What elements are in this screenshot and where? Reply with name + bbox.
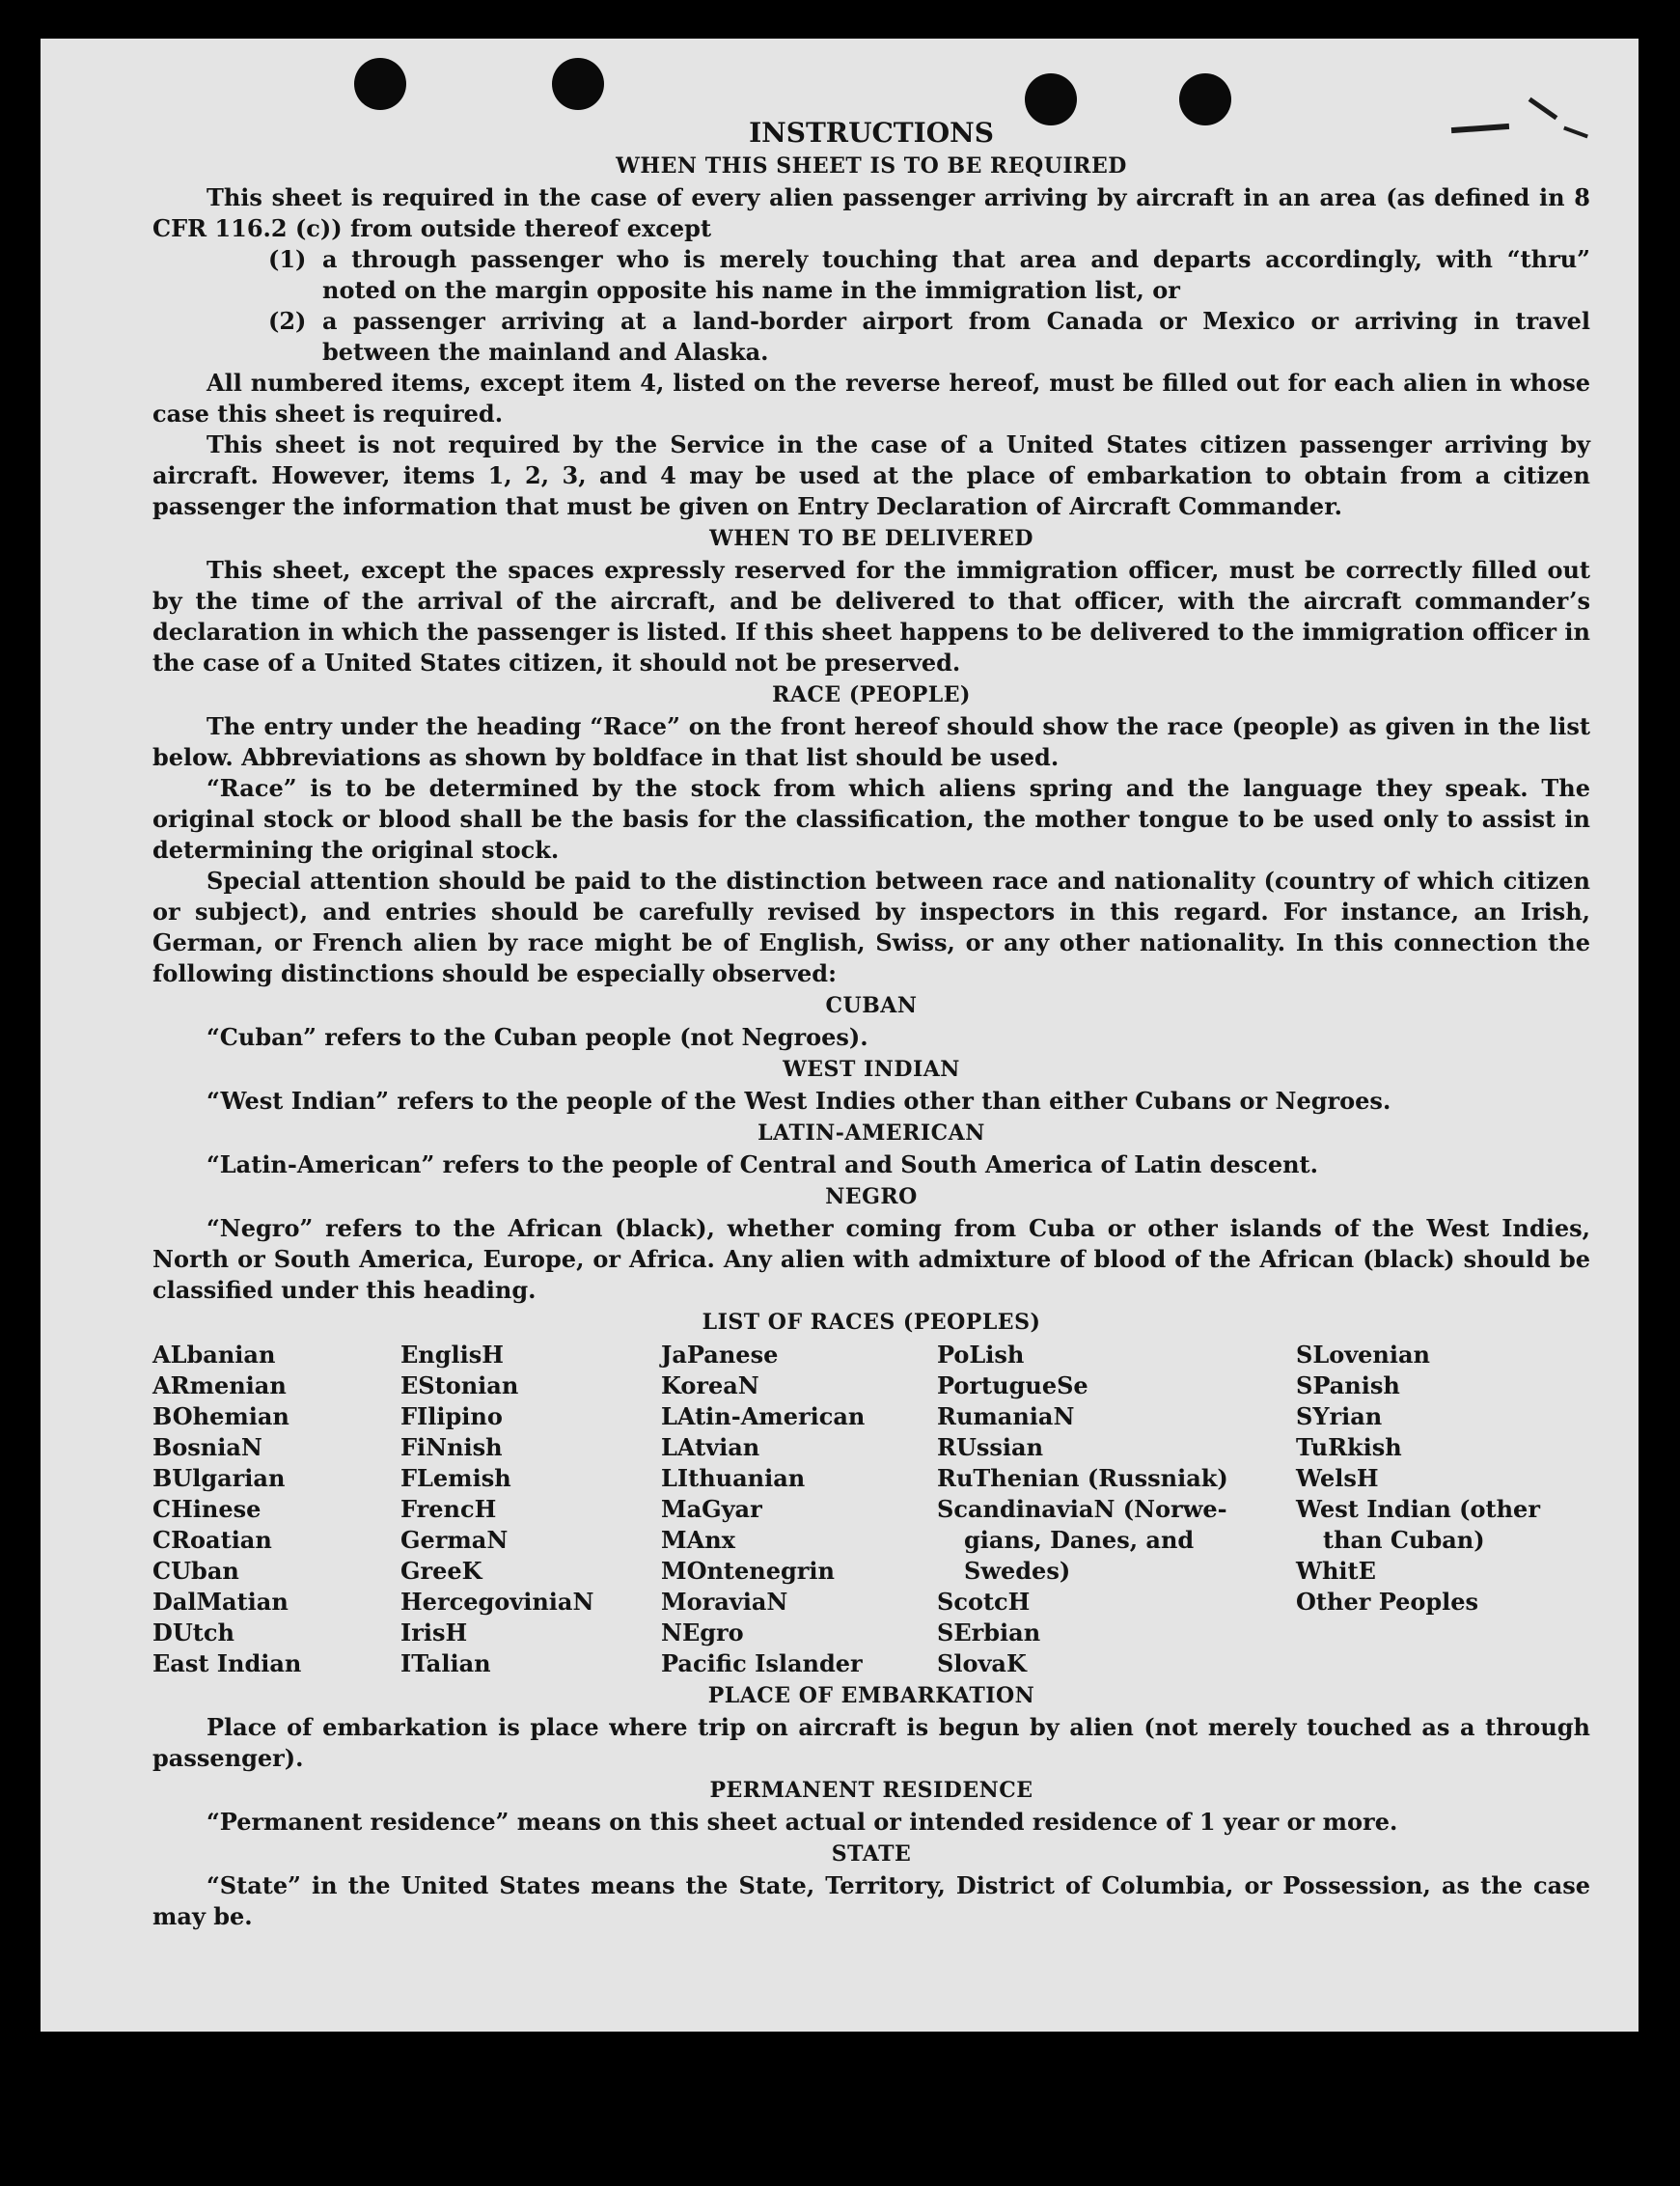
list-item: WhitE <box>1296 1557 1376 1585</box>
list-item: LIthuanian <box>661 1464 806 1492</box>
list-item: ITalian <box>400 1649 491 1677</box>
list-item: MaGyar <box>661 1495 762 1523</box>
list-item: DalMatian <box>152 1588 289 1616</box>
list-item: LAtvian <box>661 1433 760 1461</box>
paragraph: Place of embarkation is place where trip on aircraft is begun by alien (not merely touched as a through passenger). <box>152 1713 1590 1772</box>
list-item: ScandinaviaN (Norwe- <box>937 1495 1227 1523</box>
list-item: ScotcH <box>937 1588 1031 1616</box>
paragraph: This sheet, except the spaces expressly reserved for the immigration officer, must be correctly filled out by the time of the arrival of the aircraft, and be delivered to that officer, with the aircraft commander’s declaration in which the passenger is listed. If this sheet happens to be delivered to the immigration officer in the case of a United States citizen, it should not be preserved. <box>152 556 1590 677</box>
paragraph: “Cuban” refers to the Cuban people (not Negroes). <box>207 1023 868 1051</box>
list-item: ALbanian <box>152 1341 276 1369</box>
list-item: NEgro <box>661 1619 744 1646</box>
list-item: SlovaK <box>937 1649 1027 1677</box>
list-item: FIlipino <box>400 1402 503 1430</box>
list-item: LAtin-American <box>661 1402 866 1430</box>
list-item: RumaniaN <box>937 1402 1075 1430</box>
list-item: CHinese <box>152 1495 262 1523</box>
list-item: JaPanese <box>661 1341 779 1369</box>
list-item: (1) a through passenger who is merely touching that area and departs accordingly, with “thru” noted on the margin opposite his name in the immigration list, or <box>268 245 1590 304</box>
list-item: (2) a passenger arriving at a land-border airport from Canada or Mexico or arriving in travel between the mainland and Alaska. <box>268 307 1590 366</box>
list-item: GreeK <box>400 1557 482 1585</box>
list-item: EnglisH <box>400 1341 504 1369</box>
document-page <box>41 39 1639 2032</box>
paragraph: The entry under the heading “Race” on the front hereof should show the race (people) as given in the list below. Abbreviations as shown by boldface in that list should be used. <box>152 712 1590 771</box>
paragraph: This sheet is required in the case of every alien passenger arriving by aircraft in an area (as defined in 8 CFR 116.2 (c)) from outside thereof except <box>152 183 1590 242</box>
list-item: BUlgarian <box>152 1464 286 1492</box>
list-item: gians, Danes, and <box>964 1526 1195 1554</box>
punch-hole <box>354 58 406 110</box>
instructions-text <box>152 114 1590 1932</box>
list-item: SPanish <box>1296 1371 1400 1399</box>
heading-when-delivered: WHEN TO BE DELIVERED <box>709 526 1033 551</box>
list-item: Swedes) <box>964 1557 1071 1585</box>
list-item: MAnx <box>661 1526 735 1554</box>
list-item: FrencH <box>400 1495 497 1523</box>
heading-negro: NEGRO <box>825 1184 918 1209</box>
list-item: Other Peoples <box>1296 1588 1479 1616</box>
list-item: SErbian <box>937 1619 1041 1646</box>
race-column <box>400 1340 661 1679</box>
list-item: RuThenian (Russniak) <box>937 1464 1228 1492</box>
list-item: BOhemian <box>152 1402 289 1430</box>
list-item: SLovenian <box>1296 1341 1430 1369</box>
list-item: FiNnish <box>400 1433 503 1461</box>
race-column <box>661 1340 937 1679</box>
heading-race: RACE (PEOPLE) <box>772 682 971 707</box>
list-item: FLemish <box>400 1464 511 1492</box>
heading-latin-american: LATIN-AMERICAN <box>757 1121 985 1146</box>
list-item: West Indian (other <box>1296 1495 1540 1523</box>
heading-west-indian: WEST INDIAN <box>783 1057 960 1082</box>
paragraph: This sheet is not required by the Service in the case of a United States citizen passenger arriving by aircraft. However, items 1, 2, 3, and 4 may be used at the place of embarkation to obtain from a citizen passenger the information that must be given on Entry Declaration of Aircraft Commander. <box>152 430 1590 520</box>
list-item: TuRkish <box>1296 1433 1402 1461</box>
paragraph: “Permanent residence” means on this sheet actual or intended residence of 1 year or more. <box>207 1808 1398 1836</box>
paragraph: Special attention should be paid to the distinction between race and nationality (country of which citizen or subject), and entries should be carefully revised by inspectors in this regard. For instance, an Irish, German, or French alien by race might be of English, Swiss, or any other nationality. In this connection the following distinctions should be especially observed: <box>152 867 1590 987</box>
paragraph: “West Indian” refers to the people of the West Indies other than either Cubans or Negroes. <box>207 1087 1391 1115</box>
list-item: East Indian <box>152 1649 302 1677</box>
list-item: WelsH <box>1296 1464 1379 1492</box>
list-item: CUban <box>152 1557 239 1585</box>
list-item: MOntenegrin <box>661 1557 835 1585</box>
race-column <box>937 1340 1296 1679</box>
list-item: BosniaN <box>152 1433 262 1461</box>
list-item: ARmenian <box>152 1371 287 1399</box>
list-item: CRoatian <box>152 1526 272 1554</box>
paragraph: “Negro” refers to the African (black), whether coming from Cuba or other islands of the West Indies, North or South America, Europe, or Africa. Any alien with admixture of blood of the African (black) should be classified under this heading. <box>152 1214 1590 1304</box>
list-item: EStonian <box>400 1371 519 1399</box>
race-column <box>152 1340 400 1679</box>
race-list <box>152 1340 1590 1679</box>
list-item: PortugueSe <box>937 1371 1088 1399</box>
list-item: HercegoviniaN <box>400 1588 594 1616</box>
paragraph: “Latin-American” refers to the people of Central and South America of Latin descent. <box>207 1150 1318 1178</box>
heading-when-required: WHEN THIS SHEET IS TO BE REQUIRED <box>616 153 1127 179</box>
list-item: GermaN <box>400 1526 509 1554</box>
page-title: INSTRUCTIONS <box>749 117 994 149</box>
list-item: Pacific Islander <box>661 1649 863 1677</box>
punch-hole <box>552 58 604 110</box>
list-item: DUtch <box>152 1619 234 1646</box>
heading-cuban: CUBAN <box>825 993 918 1018</box>
list-item: IrisH <box>400 1619 468 1646</box>
paragraph: All numbered items, except item 4, listed on the reverse hereof, must be filled out for each alien in whose case this sheet is required. <box>152 369 1590 428</box>
list-item: PoLish <box>937 1341 1025 1369</box>
list-item: MoraviaN <box>661 1588 788 1616</box>
paragraph: “Race” is to be determined by the stock from which aliens spring and the language they speak. The original stock or blood shall be the basis for the classification, the mother tongue to be used only to assist in determining the original stock. <box>152 774 1590 864</box>
list-item: SYrian <box>1296 1402 1383 1430</box>
race-column <box>1296 1340 1585 1679</box>
list-item: than Cuban) <box>1323 1526 1485 1554</box>
heading-state: STATE <box>831 1841 912 1867</box>
heading-permanent-residence: PERMANENT RESIDENCE <box>709 1778 1033 1803</box>
paragraph: “State” in the United States means the State, Territory, District of Columbia, or Possession, as the case may be. <box>152 1871 1590 1930</box>
heading-list-of-races: LIST OF RACES (PEOPLES) <box>702 1310 1041 1335</box>
heading-place-of-embarkation: PLACE OF EMBARKATION <box>707 1683 1035 1708</box>
list-item: RUssian <box>937 1433 1044 1461</box>
list-item: KoreaN <box>661 1371 759 1399</box>
